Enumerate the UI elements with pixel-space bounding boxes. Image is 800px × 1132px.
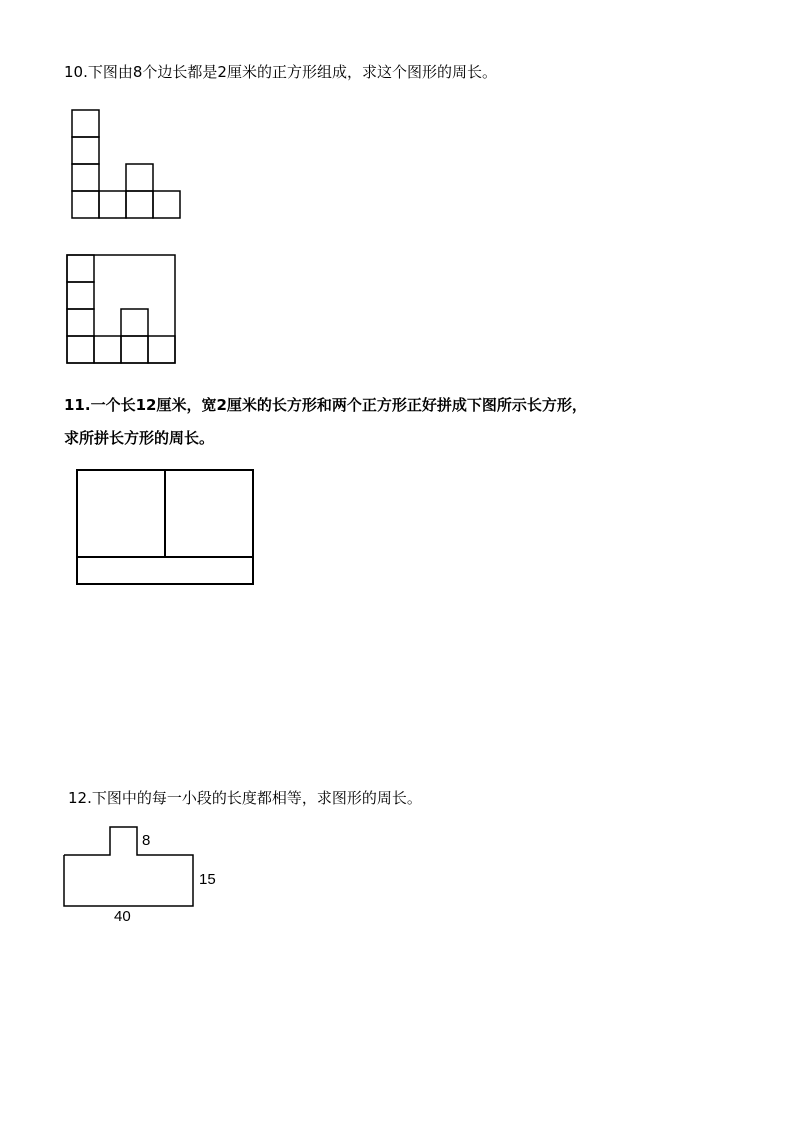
question-11-line1: 11.一个长12厘米，宽2厘米的长方形和两个正方形正好拼成下图所示长方形， [64, 396, 587, 414]
square [126, 191, 153, 218]
square [99, 191, 126, 218]
label-width: 40 [114, 908, 131, 925]
square [72, 110, 99, 137]
square [72, 191, 99, 218]
square [72, 137, 99, 164]
square [67, 255, 94, 282]
square [94, 336, 121, 363]
figure-12-shape [64, 827, 216, 925]
notched-outline [64, 827, 193, 906]
square [72, 164, 99, 191]
square [67, 282, 94, 309]
square [67, 336, 94, 363]
square [121, 336, 148, 363]
label-notch-height: 8 [142, 832, 151, 849]
question-11-line2: 求所拼长方形的周长。 [64, 429, 215, 447]
square [126, 164, 153, 191]
square [121, 309, 148, 336]
figure-10-enclosed [67, 255, 175, 363]
square [148, 336, 175, 363]
square [153, 191, 180, 218]
question-12-text: 12.下图中的每一小段的长度都相等，求图形的周长。 [68, 789, 422, 807]
square [67, 309, 94, 336]
figure-11-rectangle [77, 470, 253, 584]
label-height: 15 [199, 871, 216, 888]
question-10-text: 10.下图由8个边长都是2厘米的正方形组成，求这个图形的周长。 [64, 63, 497, 81]
figure-10-squares [72, 110, 180, 218]
